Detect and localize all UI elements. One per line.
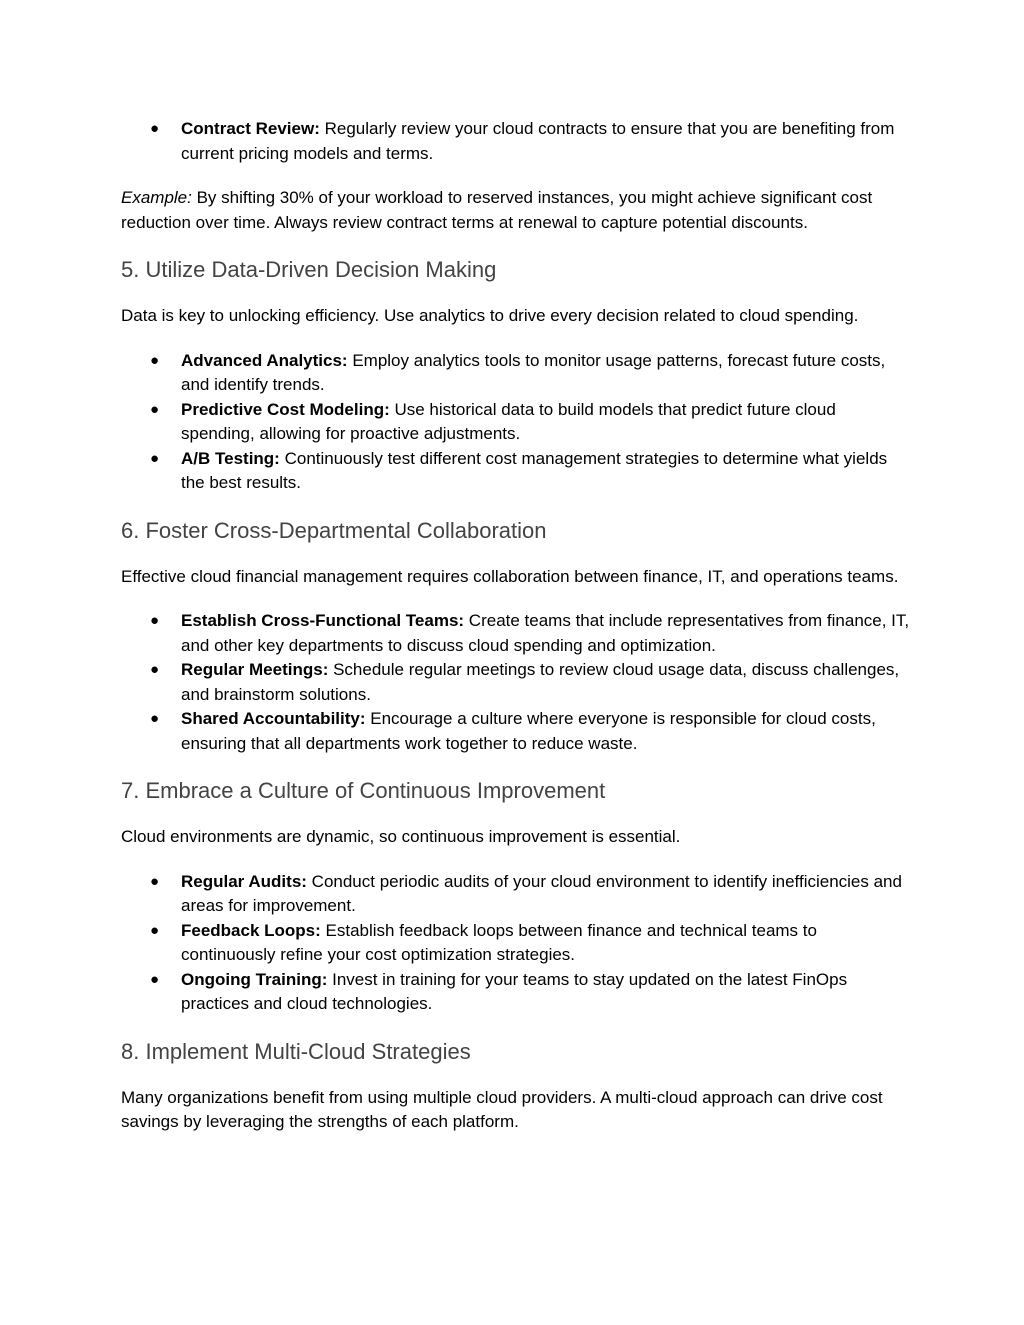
list-item (121, 707, 911, 756)
bullet-icon: ● (150, 872, 160, 890)
item-text: Conduct periodic audits of your cloud environment to identify inefficiencies and areas for improvement. (181, 871, 902, 915)
section-intro: Effective cloud financial management requires collaboration between finance, IT, and operations teams. (121, 566, 899, 586)
list-item (121, 658, 911, 707)
item-label: A/B Testing: (181, 448, 280, 468)
example-label: Example: (121, 188, 192, 207)
item-label: Shared Accountability: (181, 709, 366, 728)
item-text: Invest in training for your teams to stay updated on the latest FinOps practices and cloud technologies. (181, 969, 848, 1013)
bullet-list (121, 870, 911, 1017)
example-paragraph (121, 186, 911, 235)
section-heading: 7. Embrace a Culture of Continuous Improvement (121, 778, 606, 803)
bullet-list (121, 349, 911, 496)
section-intro: Many organizations benefit from using multiple cloud providers. A multi-cloud approach can drive cost savings by leveraging the strengths of each platform. (121, 1087, 883, 1131)
list-item (121, 968, 911, 1017)
item-text: Create teams that include representatives from finance, IT, and other key departments to discuss cloud spending and optimization. (181, 611, 910, 655)
list-item (121, 117, 911, 166)
bullet-icon: ● (150, 400, 160, 418)
list-item (121, 609, 911, 658)
list-item (121, 349, 911, 398)
example-text: By shifting 30% of your workload to reserved instances, you might achieve significant cost reduction over time. Always review contract terms at renewal to capture potential discounts. (121, 188, 873, 232)
bullet-icon: ● (150, 921, 160, 939)
list-item (121, 398, 911, 447)
bullet-icon: ● (150, 661, 160, 678)
bullet-icon: ● (150, 449, 160, 467)
section-heading: 5. Utilize Data-Driven Decision Making (121, 257, 497, 282)
item-label: Regular Audits: (181, 871, 307, 891)
item-text: Encourage a culture where everyone is responsible for cloud costs, ensuring that all departments work together to reduce waste. (181, 709, 876, 753)
section-heading: 8. Implement Multi-Cloud Strategies (121, 1038, 471, 1064)
section-heading: 6. Foster Cross-Departmental Collaboration (121, 517, 547, 543)
item-text: Establish feedback loops between finance and technical teams to continuously refine your cost optimization strategies. (181, 920, 817, 964)
bullet-icon: ● (150, 120, 160, 137)
item-label: Predictive Cost Modeling: (181, 399, 390, 419)
bullet-list (121, 117, 911, 166)
item-text: Use historical data to build models that predict future cloud spending, allowing for proactive adjustments. (181, 399, 836, 443)
bullet-icon: ● (150, 351, 160, 369)
item-text: Employ analytics tools to monitor usage patterns, forecast future costs, and identify trends. (181, 350, 886, 394)
section-intro: Data is key to unlocking efficiency. Use analytics to drive every decision related to cloud spending. (121, 306, 859, 325)
item-label: Establish Cross-Functional Teams: (181, 611, 465, 630)
list-item (121, 870, 911, 919)
item-label: Contract Review: (181, 119, 320, 138)
item-text: Continuously test different cost management strategies to determine what yields the best results. (181, 448, 888, 492)
item-label: Ongoing Training: (181, 969, 328, 989)
section-intro: Cloud environments are dynamic, so continuous improvement is essential. (121, 827, 681, 846)
bullet-icon: ● (150, 970, 160, 988)
document-page (121, 117, 911, 1135)
item-label: Feedback Loops: (181, 920, 321, 940)
item-text: Schedule regular meetings to review cloud usage data, discuss challenges, and brainstorm solutions. (181, 660, 900, 704)
bullet-list (121, 609, 911, 756)
item-label: Regular Meetings: (181, 660, 329, 679)
bullet-icon: ● (150, 710, 160, 727)
bullet-icon: ● (150, 612, 160, 629)
item-text: Regularly review your cloud contracts to ensure that you are benefiting from current pricing models and terms. (181, 119, 895, 163)
item-label: Advanced Analytics: (181, 350, 348, 370)
list-item (121, 447, 911, 496)
list-item (121, 919, 911, 968)
